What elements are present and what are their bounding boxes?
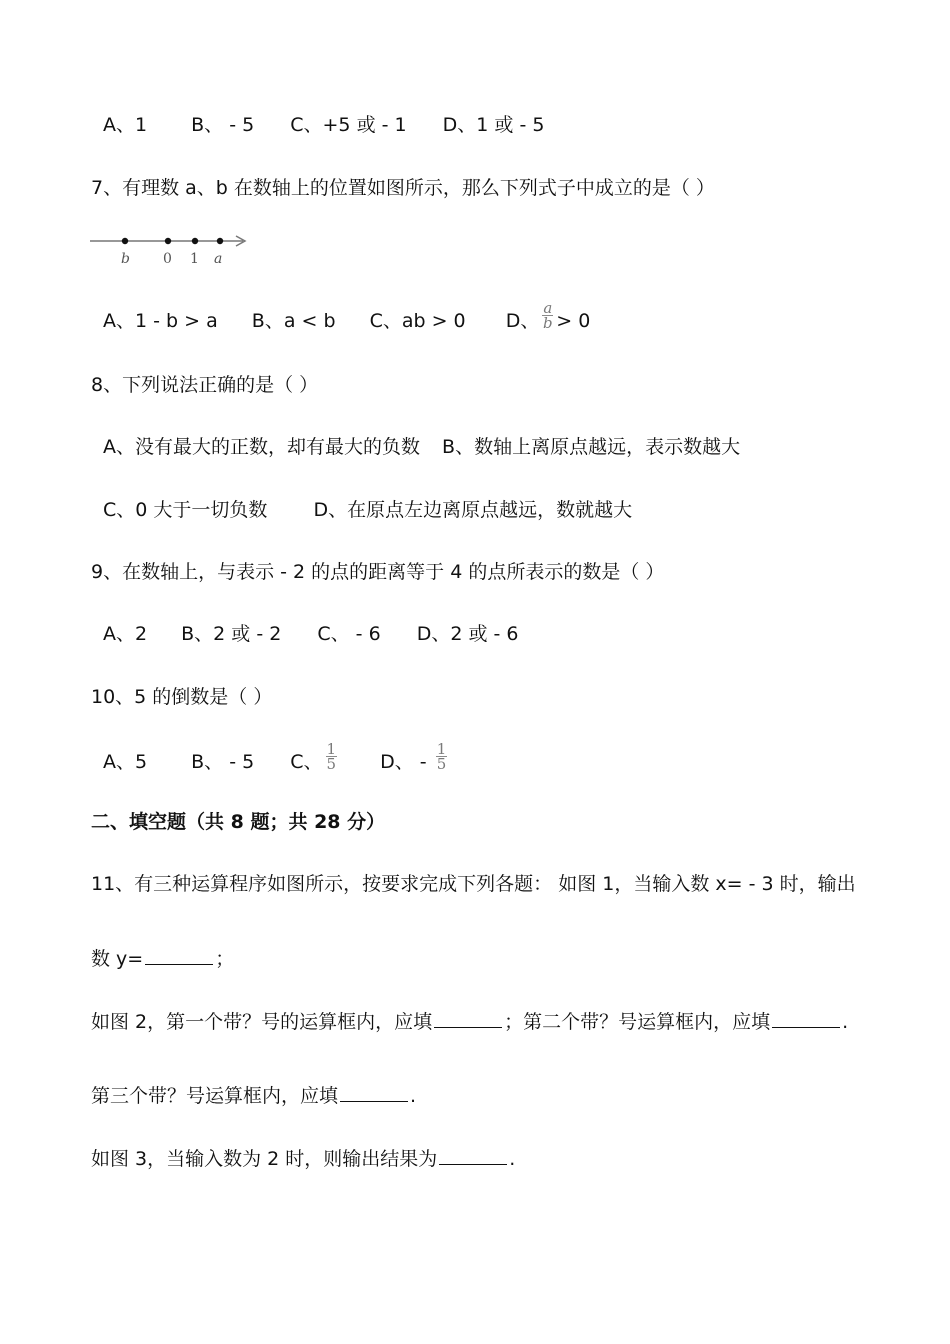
q6-option-a: A、1 <box>103 114 148 136</box>
q11-line5: 如图 3，当输入数为 2 时，则输出结果为 . <box>91 1148 516 1170</box>
point-0 <box>165 238 171 244</box>
q8-options-row2 <box>103 498 632 522</box>
q6-option-c: C、+5 或 - 1 <box>290 114 407 136</box>
q11-line4: 第三个带？号运算框内，应填 . <box>91 1085 417 1107</box>
point-a <box>217 238 223 244</box>
q6-option-d: D、1 或 - 5 <box>442 114 545 136</box>
q9-option-b: B、2 或 - 2 <box>181 623 282 645</box>
q8-option-d: D、在原点左边离原点越远，数就越大 <box>313 499 633 521</box>
answer-blank <box>340 1085 408 1102</box>
label-1: 1 <box>190 251 199 267</box>
q8-options-row1 <box>103 435 740 459</box>
q10-option-d: D、 - $\frac{1}{5}$ <box>380 740 447 773</box>
q9-option-d: D、2 或 - 6 <box>416 623 519 645</box>
label-a: a <box>214 251 223 267</box>
q9-option-c: C、 - 6 <box>317 623 381 645</box>
q10-options <box>103 740 450 777</box>
q9-stem: 9、在数轴上，与表示 - 2 的点的距离等于 4 的点所表示的数是（ ） <box>91 561 665 583</box>
q9-option-a: A、2 <box>103 623 148 645</box>
q7-options <box>103 299 591 336</box>
q8-option-a: A、没有最大的正数，却有最大的负数 <box>103 436 420 458</box>
q10-option-a: A、5 <box>103 751 148 773</box>
q7-option-d: D、 $\frac{a}{b}$ > 0 <box>505 299 591 332</box>
q6-option-b: B、 - 5 <box>191 114 255 136</box>
q7-stem: 7、有理数 a、b 在数轴上的位置如图所示，那么下列式子中成立的是（ ） <box>91 177 715 199</box>
label-0: 0 <box>163 251 172 267</box>
q7-option-c: C、ab > 0 <box>369 310 466 332</box>
fraction-one-fifth-neg: $\frac{1}{5}$ <box>436 740 447 773</box>
q9-options <box>103 622 519 646</box>
point-1 <box>192 238 198 244</box>
point-b <box>122 238 128 244</box>
section-title: 二、填空题（共 8 题；共 28 分） <box>91 811 386 833</box>
q8-option-b: B、数轴上离原点越远，表示数越大 <box>442 436 741 458</box>
q10-stem: 10、5 的倒数是（ ） <box>91 686 273 708</box>
fraction-a-over-b: $\frac{a}{b}$ <box>543 299 553 332</box>
q8-stem: 8、下列说法正确的是（ ） <box>91 374 319 396</box>
q10-option-b: B、 - 5 <box>191 751 255 773</box>
q8-option-c: C、0 大于一切负数 <box>103 499 268 521</box>
number-line-figure <box>88 230 258 270</box>
answer-blank <box>439 1148 507 1165</box>
label-b: b <box>121 251 130 267</box>
q6-options <box>103 113 544 137</box>
fraction-one-fifth: $\frac{1}{5}$ <box>326 740 337 773</box>
q10-option-c: C、 $\frac{1}{5}$ <box>290 740 337 773</box>
answer-blank <box>145 948 213 965</box>
q7-option-a: A、1 - b > a <box>103 310 218 332</box>
answer-blank <box>434 1011 502 1028</box>
q11-line2: 数 y= ； <box>91 948 235 970</box>
answer-blank <box>772 1011 840 1028</box>
q11-line1: 11、有三种运算程序如图所示，按要求完成下列各题： 如图 1，当输入数 x= - 3 时，输出 <box>91 873 856 895</box>
q7-option-b: B、a < b <box>251 310 336 332</box>
q11-line3: 如图 2，第一个带？号的运算框内，应填 ；第二个带？号运算框内，应填 . <box>91 1011 849 1033</box>
